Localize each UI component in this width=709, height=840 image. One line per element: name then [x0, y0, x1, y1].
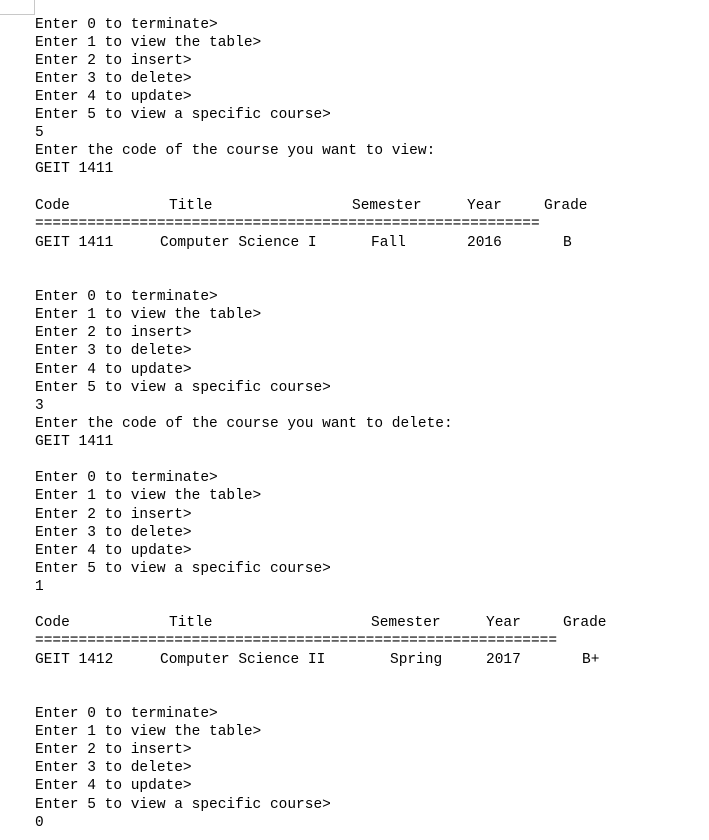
column-header-year: Year — [486, 615, 521, 631]
column-header-year: Year — [467, 198, 502, 214]
menu-option-view-course: Enter 5 to view a specific course> — [35, 797, 331, 813]
column-header-semester: Semester — [352, 198, 422, 214]
menu-option-delete: Enter 3 to delete> — [35, 71, 192, 87]
cell-title: Computer Science I — [160, 235, 317, 251]
menu-option-insert: Enter 2 to insert> — [35, 53, 192, 69]
menu-option-terminate: Enter 0 to terminate> — [35, 289, 218, 305]
user-choice-input: 3 — [35, 398, 44, 414]
menu-option-delete: Enter 3 to delete> — [35, 525, 192, 541]
table-separator: ============================================================ — [35, 633, 558, 649]
menu-option-view-table: Enter 1 to view the table> — [35, 488, 262, 504]
prompt-delete-code: Enter the code of the course you want to delete: — [35, 416, 453, 432]
column-header-title: Title — [169, 198, 213, 214]
cell-grade: B+ — [582, 652, 600, 668]
cell-title: Computer Science II — [160, 652, 326, 668]
cell-code: GEIT 1411 — [35, 235, 114, 251]
menu-option-view-course: Enter 5 to view a specific course> — [35, 561, 331, 577]
menu-option-delete: Enter 3 to delete> — [35, 343, 192, 359]
table-separator: ========================================================== — [35, 216, 540, 232]
cell-code: GEIT 1412 — [35, 652, 114, 668]
menu-option-view-course: Enter 5 to view a specific course> — [35, 107, 331, 123]
cell-semester: Spring — [390, 652, 443, 668]
column-header-grade: Grade — [563, 615, 607, 631]
column-header-grade: Grade — [544, 198, 588, 214]
page-corner-marker — [0, 0, 35, 15]
menu-option-insert: Enter 2 to insert> — [35, 325, 192, 341]
cell-year: 2017 — [486, 652, 521, 668]
menu-option-insert: Enter 2 to insert> — [35, 742, 192, 758]
menu-option-update: Enter 4 to update> — [35, 778, 192, 794]
cell-semester: Fall — [371, 235, 406, 251]
menu-option-update: Enter 4 to update> — [35, 362, 192, 378]
column-header-semester: Semester — [371, 615, 441, 631]
menu-option-update: Enter 4 to update> — [35, 543, 192, 559]
column-header-code: Code — [35, 198, 70, 214]
course-code-input: GEIT 1411 — [35, 161, 114, 177]
prompt-view-code: Enter the code of the course you want to view: — [35, 143, 436, 159]
course-code-input: GEIT 1411 — [35, 434, 114, 450]
menu-option-insert: Enter 2 to insert> — [35, 507, 192, 523]
menu-option-terminate: Enter 0 to terminate> — [35, 17, 218, 33]
menu-option-update: Enter 4 to update> — [35, 89, 192, 105]
cell-year: 2016 — [467, 235, 502, 251]
column-header-code: Code — [35, 615, 70, 631]
menu-option-terminate: Enter 0 to terminate> — [35, 470, 218, 486]
menu-option-view-table: Enter 1 to view the table> — [35, 724, 262, 740]
user-choice-input: 1 — [35, 579, 44, 595]
user-choice-input: 5 — [35, 125, 44, 141]
menu-option-terminate: Enter 0 to terminate> — [35, 706, 218, 722]
column-header-title: Title — [169, 615, 213, 631]
cell-grade: B — [563, 235, 572, 251]
user-choice-input: 0 — [35, 815, 44, 831]
menu-option-view-table: Enter 1 to view the table> — [35, 35, 262, 51]
menu-option-view-table: Enter 1 to view the table> — [35, 307, 262, 323]
menu-option-delete: Enter 3 to delete> — [35, 760, 192, 776]
menu-option-view-course: Enter 5 to view a specific course> — [35, 380, 331, 396]
